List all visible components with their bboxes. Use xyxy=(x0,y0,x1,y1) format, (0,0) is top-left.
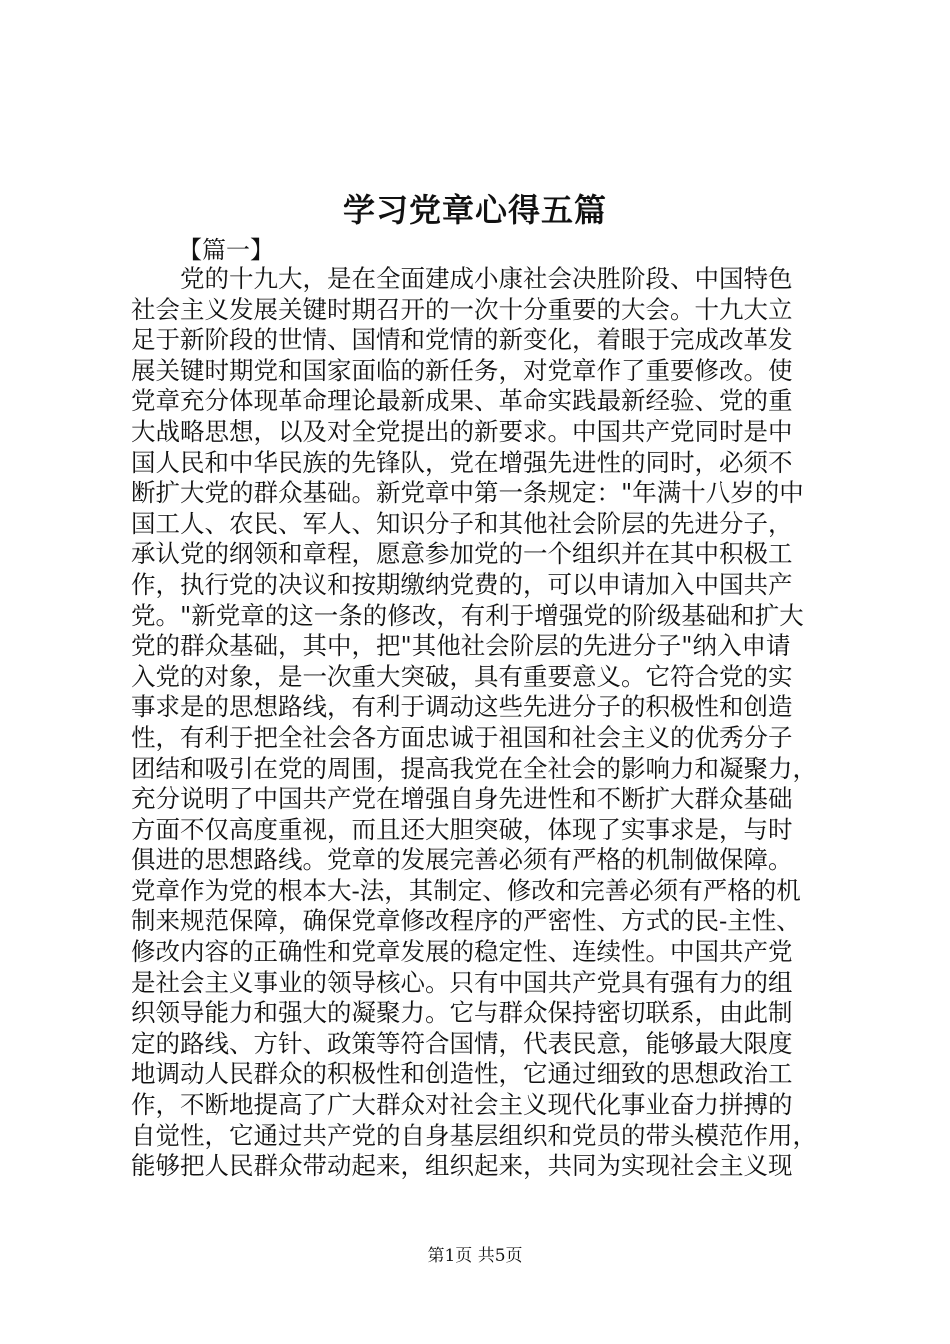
body-line: 方面不仅高度重视，而且还大胆突破，体现了实事求是，与时 xyxy=(131,814,793,844)
body-line: 事求是的思想路线，有利于调动这些先进分子的积极性和创造 xyxy=(131,692,793,722)
body-line: 断扩大党的群众基础。新党章中第一条规定："年满十八岁的中 xyxy=(131,478,804,508)
document-title: 学习党章心得五篇 xyxy=(342,191,607,229)
body-line: 制来规范保障，确保党章修改程序的严密性、方式的民-主性、 xyxy=(131,906,801,936)
body-line: 党章充分体现革命理论最新成果、革命实践最新经验、党的重 xyxy=(131,386,793,416)
body-line: 充分说明了中国共产党在增强自身先进性和不断扩大群众基础 xyxy=(131,784,793,814)
body-line: 能够把人民群众带动起来，组织起来，共同为实现社会主义现 xyxy=(131,1151,793,1181)
body-line: 党的群众基础，其中，把"其他社会阶层的先进分子"纳入申请 xyxy=(131,631,791,661)
section-heading: 【篇一】 xyxy=(178,236,274,264)
body-line: 国工人、农民、军人、知识分子和其他社会阶层的先进分子， xyxy=(131,508,793,538)
body-line: 团结和吸引在党的周围，提高我党在全社会的影响力和凝聚力， xyxy=(131,753,817,783)
body-line: 大战略思想，以及对全党提出的新要求。中国共产党同时是中 xyxy=(131,416,793,446)
body-line: 入党的对象，是一次重大突破，具有重要意义。它符合党的实 xyxy=(131,661,793,691)
body-line: 国人民和中华民族的先锋队，党在增强先进性的同时，必须不 xyxy=(131,447,793,477)
body-line: 作，不断地提高了广大群众对社会主义现代化事业奋力拼搏的 xyxy=(131,1090,793,1120)
page-footer: 第1页 共5页 xyxy=(427,1246,523,1266)
body-line: 党的十九大，是在全面建成小康社会决胜阶段、中国特色 xyxy=(131,264,793,293)
body-text xyxy=(131,264,831,1182)
body-line: 修改内容的正确性和党章发展的稳定性、连续性。中国共产党 xyxy=(131,937,793,967)
body-line: 俱进的思想路线。党章的发展完善必须有严格的机制做保障。 xyxy=(131,845,793,875)
body-line: 足于新阶段的世情、国情和党情的新变化，着眼于完成改革发 xyxy=(131,325,793,355)
body-line: 社会主义发展关键时期召开的一次十分重要的大会。十九大立 xyxy=(131,294,793,324)
body-line: 织领导能力和强大的凝聚力。它与群众保持密切联系，由此制 xyxy=(131,998,793,1028)
body-line: 党章作为党的根本大-法，其制定、修改和完善必须有严格的机 xyxy=(131,875,801,905)
body-line: 承认党的纲领和章程，愿意参加党的一个组织并在其中积极工 xyxy=(131,539,793,569)
body-line: 是社会主义事业的领导核心。只有中国共产党具有强有力的组 xyxy=(131,967,793,997)
body-line: 展关键时期党和国家面临的新任务，对党章作了重要修改。使 xyxy=(131,355,793,385)
body-line: 自觉性，它通过共产党的自身基层组织和党员的带头模范作用， xyxy=(131,1120,817,1150)
body-line: 定的路线、方针、政策等符合国情，代表民意，能够最大限度 xyxy=(131,1028,793,1058)
body-line: 党。"新党章的这一条的修改，有利于增强党的阶级基础和扩大 xyxy=(131,600,804,630)
body-line: 性，有利于把全社会各方面忠诚于祖国和社会主义的优秀分子 xyxy=(131,722,793,752)
body-line: 作，执行党的决议和按期缴纳党费的，可以申请加入中国共产 xyxy=(131,569,793,599)
body-line: 地调动人民群众的积极性和创造性，它通过细致的思想政治工 xyxy=(131,1059,793,1089)
